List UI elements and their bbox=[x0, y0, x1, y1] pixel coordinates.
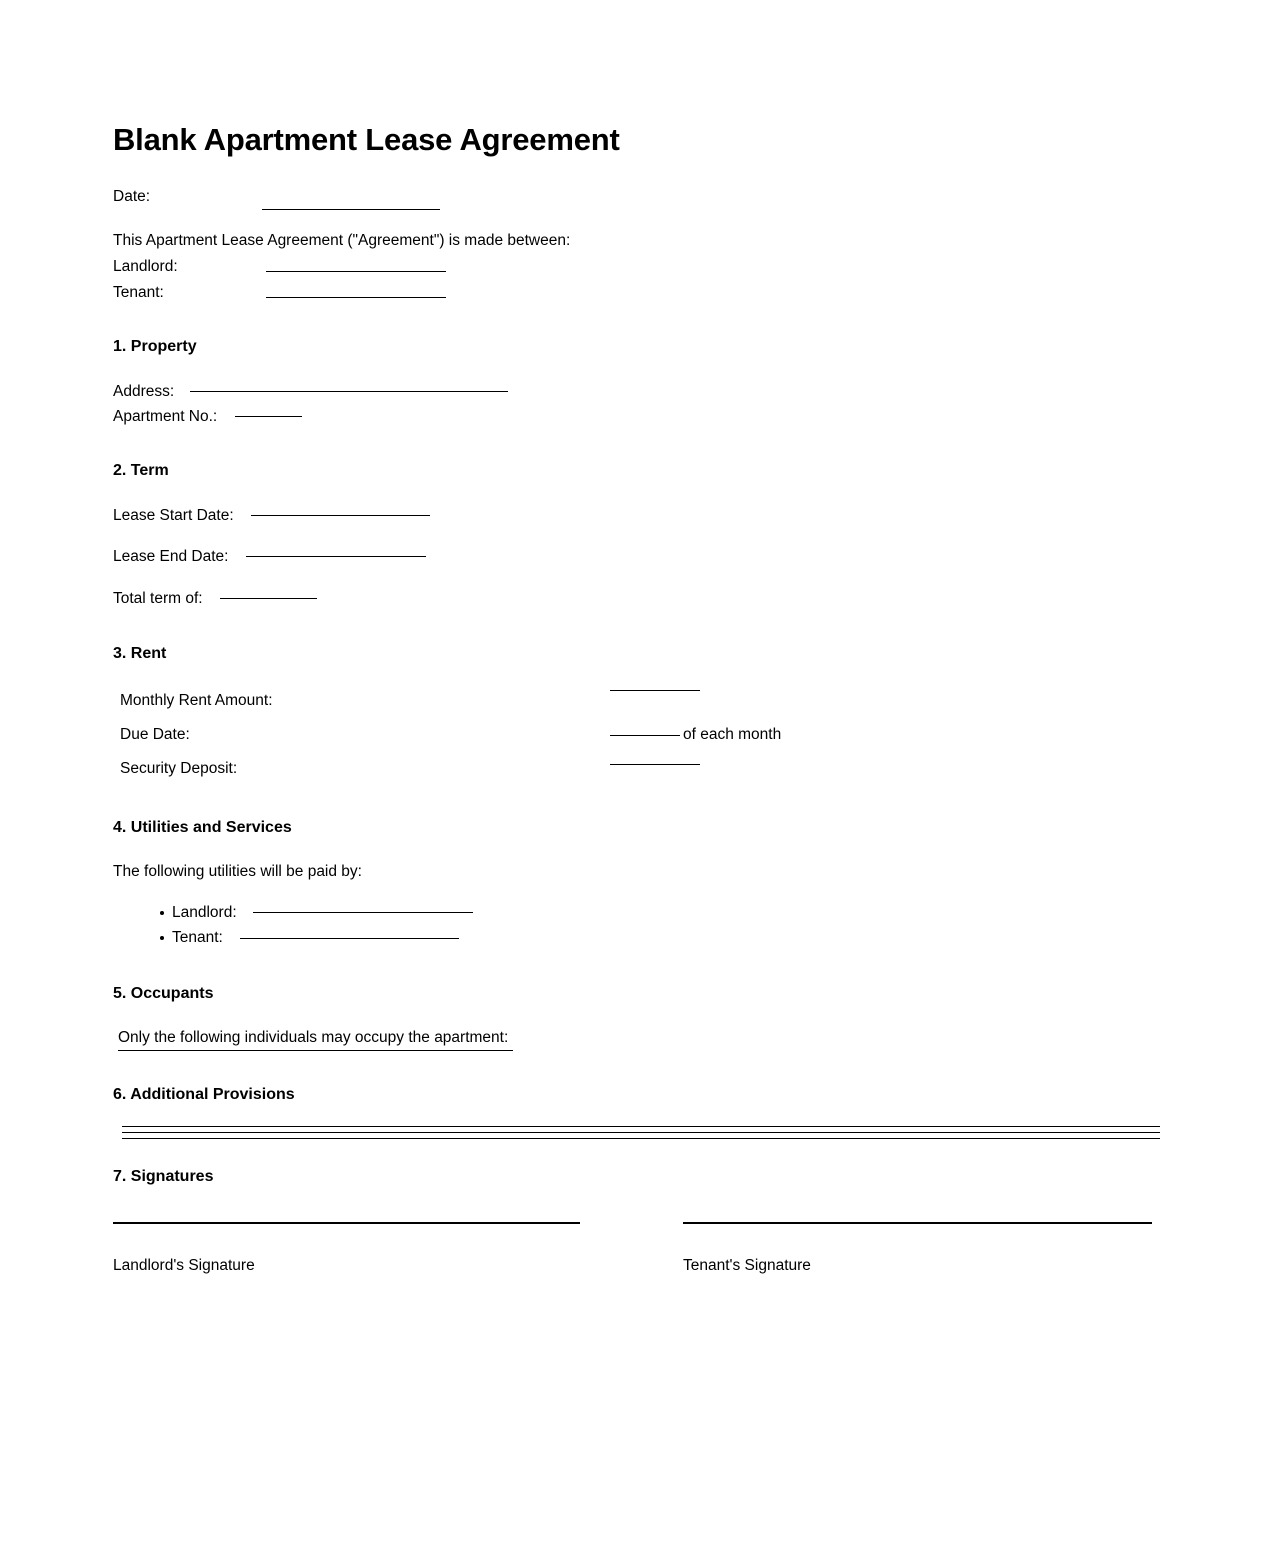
agreement-intro-text: This Apartment Lease Agreement ("Agreement") is made between: bbox=[113, 232, 571, 249]
due-date-suffix-text: of each month bbox=[683, 726, 782, 743]
monthly-rent-blank-line[interactable] bbox=[610, 690, 700, 691]
bullet-icon bbox=[160, 911, 164, 915]
total-term-blank-line[interactable] bbox=[220, 598, 317, 599]
lease-end-date-label: Lease End Date: bbox=[113, 548, 229, 565]
section-heading-occupants: 5. Occupants bbox=[113, 985, 214, 1002]
utilities-intro-text: The following utilities will be paid by: bbox=[113, 863, 362, 880]
section-heading-utilities: 4. Utilities and Services bbox=[113, 819, 292, 836]
section-heading-term: 2. Term bbox=[113, 462, 169, 479]
utilities-tenant-label: Tenant: bbox=[172, 929, 223, 946]
landlord-signature-line[interactable] bbox=[113, 1222, 580, 1224]
tenant-blank-line[interactable] bbox=[266, 297, 446, 298]
additional-provisions-blank-line-3[interactable] bbox=[122, 1138, 1160, 1139]
section-heading-signatures: 7. Signatures bbox=[113, 1168, 214, 1185]
tenant-signature-caption: Tenant's Signature bbox=[683, 1257, 811, 1274]
occupants-blank-line[interactable] bbox=[118, 1050, 513, 1051]
date-label: Date: bbox=[113, 188, 151, 205]
page-title: Blank Apartment Lease Agreement bbox=[113, 122, 620, 157]
landlord-signature-caption: Landlord's Signature bbox=[113, 1257, 255, 1274]
tenant-signature-line[interactable] bbox=[683, 1222, 1152, 1224]
due-date-blank-line[interactable] bbox=[610, 735, 680, 736]
apartment-no-label: Apartment No.: bbox=[113, 408, 218, 425]
utilities-tenant-blank-line[interactable] bbox=[240, 938, 459, 939]
occupants-intro-text: Only the following individuals may occupy the apartment: bbox=[118, 1029, 509, 1046]
landlord-blank-line[interactable] bbox=[266, 271, 446, 272]
apartment-no-blank-line[interactable] bbox=[235, 416, 302, 417]
section-heading-rent: 3. Rent bbox=[113, 645, 167, 662]
security-deposit-blank-line[interactable] bbox=[610, 764, 700, 765]
address-blank-line[interactable] bbox=[190, 391, 508, 392]
section-heading-property: 1. Property bbox=[113, 338, 197, 355]
tenant-label: Tenant: bbox=[113, 284, 164, 301]
utilities-landlord-blank-line[interactable] bbox=[253, 912, 473, 913]
lease-start-date-label: Lease Start Date: bbox=[113, 507, 234, 524]
utilities-landlord-label: Landlord: bbox=[172, 904, 237, 921]
bullet-icon bbox=[160, 936, 164, 940]
due-date-label: Due Date: bbox=[120, 726, 190, 743]
lease-start-date-blank-line[interactable] bbox=[251, 515, 430, 516]
monthly-rent-label: Monthly Rent Amount: bbox=[120, 692, 273, 709]
additional-provisions-blank-line-2[interactable] bbox=[122, 1132, 1160, 1133]
additional-provisions-blank-line-1[interactable] bbox=[122, 1126, 1160, 1127]
security-deposit-label: Security Deposit: bbox=[120, 760, 238, 777]
address-label: Address: bbox=[113, 383, 175, 400]
lease-end-date-blank-line[interactable] bbox=[246, 556, 426, 557]
section-heading-additional-provisions: 6. Additional Provisions bbox=[113, 1086, 295, 1103]
total-term-label: Total term of: bbox=[113, 590, 203, 607]
date-blank-line[interactable] bbox=[262, 209, 440, 210]
landlord-label: Landlord: bbox=[113, 258, 178, 275]
